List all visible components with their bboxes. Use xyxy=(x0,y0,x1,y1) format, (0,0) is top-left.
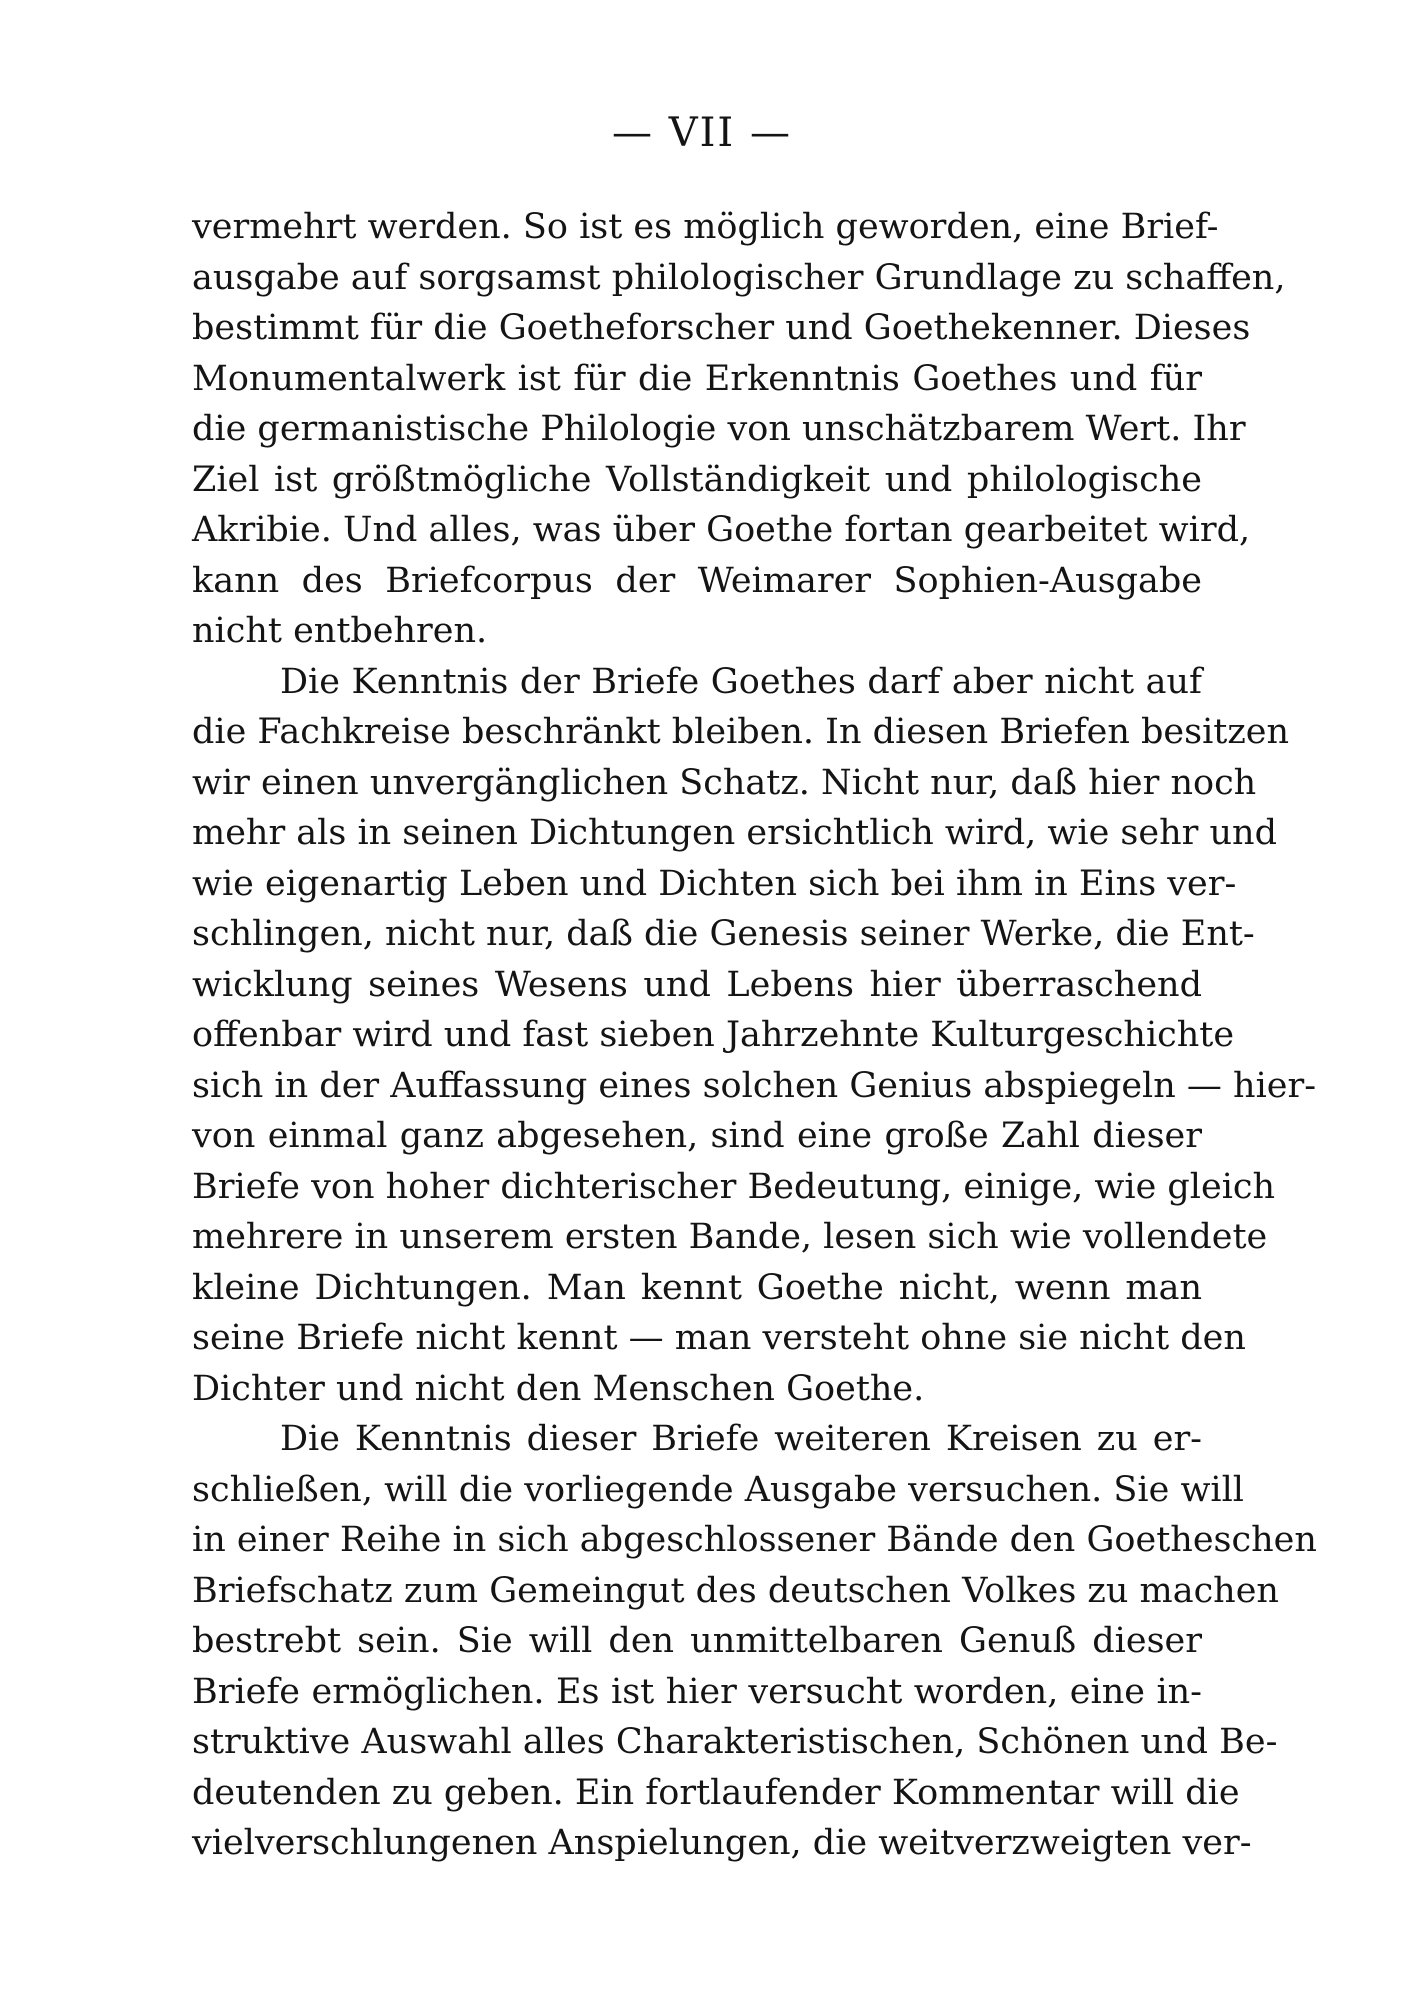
text-line: sich in der Auffassung eines solchen Genius abspiegeln — hier- xyxy=(192,1065,1317,1106)
text-line: wie eigenartig Leben und Dichten sich bei ihm in Eins ver- xyxy=(192,863,1237,904)
text-line: wir einen unvergänglichen Schatz. Nicht nur, daß hier noch xyxy=(192,762,1257,803)
text-line: Briefschatz zum Gemeingut des deutschen Volkes zu machen xyxy=(192,1570,1279,1611)
text-line: struktive Auswahl alles Charakteristischen, Schönen und Be- xyxy=(192,1722,1278,1762)
text-line: Dichter und nicht den Menschen Goethe. xyxy=(192,1368,925,1409)
text-line: schlingen, nicht nur, daß die Genesis seiner Werke, die Ent- xyxy=(192,914,1255,954)
text-line: kann des Briefcorpus der Weimarer Sophien-Ausgabe xyxy=(192,560,1202,601)
text-line: Briefe ermöglichen. Es ist hier versucht worden, eine in- xyxy=(192,1671,1202,1712)
text-line: kleine Dichtungen. Man kennt Goethe nicht, wenn man xyxy=(192,1267,1202,1308)
text-line: schließen, will die vorliegende Ausgabe versuchen. Sie will xyxy=(192,1469,1244,1510)
text-line: mehr als in seinen Dichtungen ersichtlich wird, wie sehr und xyxy=(192,813,1277,853)
text-line: ausgabe auf sorgsamst philologischer Grundlage zu schaffen, xyxy=(192,257,1286,298)
text-line: in einer Reihe in sich abgeschlossener Bände den Goetheschen xyxy=(192,1520,1317,1560)
text-line: vielverschlungenen Anspielungen, die weitverzweigten ver- xyxy=(192,1823,1252,1863)
text-line: bestrebt sein. Sie will den unmittelbaren Genuß dieser xyxy=(192,1621,1202,1661)
text-line: Die Kenntnis dieser Briefe weiteren Kreisen zu er- xyxy=(280,1419,1202,1459)
text-line: Monumentalwerk ist für die Erkenntnis Goethes und für xyxy=(192,358,1202,399)
text-line: nicht entbehren. xyxy=(192,611,488,651)
text-line: offenbar wird und fast sieben Jahrzehnte Kulturgeschichte xyxy=(192,1015,1235,1055)
text-line: Ziel ist größtmögliche Vollständigkeit und philologische xyxy=(192,459,1202,500)
text-line: von einmal ganz abgesehen, sind eine große Zahl dieser xyxy=(192,1116,1202,1156)
text-line: Akribie. Und alles, was über Goethe fortan gearbeitet wird, xyxy=(192,510,1251,550)
text-line: bestimmt für die Goetheforscher und Goethekenner. Dieses xyxy=(192,308,1251,348)
text-line: mehrere in unserem ersten Bande, lesen sich wie vollendete xyxy=(192,1217,1268,1257)
text-line: die Fachkreise beschränkt bleiben. In diesen Briefen besitzen xyxy=(192,712,1290,752)
text-line: seine Briefe nicht kennt — man versteht ohne sie nicht den xyxy=(192,1318,1246,1358)
body-text xyxy=(192,202,1317,1869)
text-line: wicklung seines Wesens und Lebens hier überraschend xyxy=(192,964,1202,1005)
text-line: deutenden zu geben. Ein fortlaufender Kommentar will die xyxy=(192,1772,1240,1813)
page-number-header: — VII — xyxy=(612,110,792,156)
text-line: Die Kenntnis der Briefe Goethes darf aber nicht auf xyxy=(280,661,1202,702)
text-line: vermehrt werden. So ist es möglich geworden, eine Brief- xyxy=(192,207,1219,247)
text-line: Briefe von hoher dichterischer Bedeutung, einige, wie gleich xyxy=(192,1166,1276,1207)
text-line: die germanistische Philologie von unschätzbarem Wert. Ihr xyxy=(192,409,1246,449)
